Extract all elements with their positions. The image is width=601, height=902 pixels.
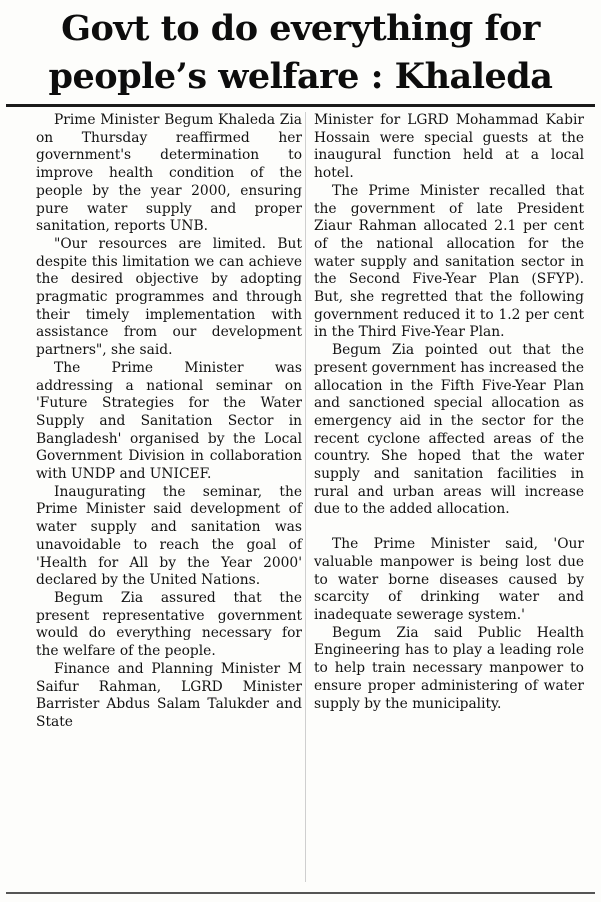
headline-line-1: Govt to do everything for <box>61 8 540 49</box>
paragraph: The Prime Minister was addressing a national seminar on 'Future Strategies for the Water Supply and Sanitation Sector in Bangladesh' organised by the Local Government Division in collaboration with UNDP and UNICEF. <box>36 359 302 483</box>
article-column-right <box>314 112 584 713</box>
paragraph: Begum Zia pointed out that the present government has increased the allocation in the Fifth Five-Year Plan and sanctioned special allocation as emergency aid in the sector for the recent cyclone affected areas of the country. She hoped that the water supply and sanitation facilities in rural and urban areas will increase due to the added allocation. <box>314 342 584 518</box>
paragraph: Inaugurating the seminar, the Prime Minister said development of water supply and sanitation was unavoidable to reach the goal of 'Health for All by the Year 2000' declared by the United Nations. <box>36 483 302 589</box>
paragraph: Finance and Planning Minister M Saifur Rahman, LGRD Minister Barrister Abdus Salam Talukder and State <box>36 660 302 730</box>
headline-rule <box>6 104 595 107</box>
paragraph: Prime Minister Begum Khaleda Zia on Thursday reaffirmed her government's determination to improve health condition of the people by the year 2000, ensuring pure water supply and proper sanitation, reports UNB. <box>36 112 302 235</box>
paragraph: The Prime Minister recalled that the government of late President Ziaur Rahman allocated 2.1 per cent of the national allocation for the water supply and sanitation sector in the Second Five-Year Plan (SFYP). But, she regretted that the following government reduced it to 1.2 per cent in the Third Five-Year Plan. <box>314 182 584 341</box>
paragraph: Minister for LGRD Mohammad Kabir Hossain were special guests at the inaugural function held at a local hotel. <box>314 112 584 182</box>
paragraph: The Prime Minister said, 'Our valuable manpower is being lost due to water borne diseases caused by scarcity of drinking water and inadequate sewerage system.' <box>314 536 584 623</box>
paragraph: "Our resources are limited. But despite this limitation we can achieve the desired objective by adopting pragmatic programmes and through their timely implementation with assistance from our development partners", she said. <box>36 235 302 359</box>
paragraph: Begum Zia assured that the present representative government would do everything necessary for the welfare of the people. <box>36 589 302 660</box>
paragraph: Begum Zia said Public Health Engineering has to play a leading role to help train necessary manpower to ensure proper administering of water supply by the municipality. <box>314 624 584 712</box>
headline-line-2: people’s welfare : Khaleda <box>48 56 553 97</box>
column-divider <box>305 112 306 882</box>
article-column-left <box>36 112 302 732</box>
bottom-rule <box>6 892 595 894</box>
